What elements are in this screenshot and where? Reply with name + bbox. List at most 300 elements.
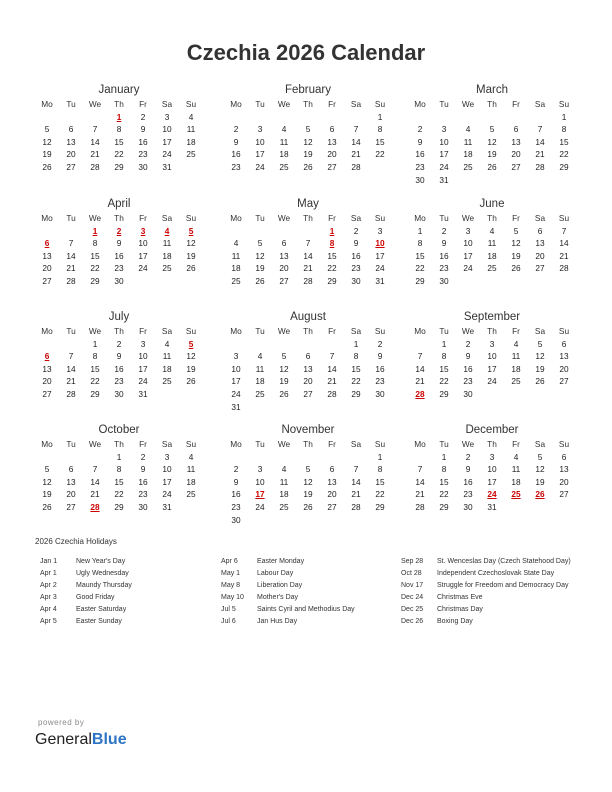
holiday-name: Saints Cyril and Methodius Day bbox=[257, 606, 355, 613]
month-1 bbox=[224, 83, 392, 174]
day-cell: 15 bbox=[439, 363, 449, 374]
empty-cell bbox=[320, 338, 344, 351]
day-grid bbox=[224, 212, 392, 288]
month-name: August bbox=[290, 311, 326, 323]
empty-cell bbox=[248, 225, 272, 238]
day-cell: 22 bbox=[375, 149, 385, 160]
weekday-header: Tu bbox=[255, 326, 265, 336]
day-cell: 27 bbox=[42, 275, 52, 286]
day-cell: 9 bbox=[233, 476, 239, 487]
day-cell: 28 bbox=[327, 388, 337, 399]
weekday-header: Fr bbox=[139, 326, 147, 336]
day-cell: 5 bbox=[305, 124, 311, 135]
day-cell: 1 bbox=[417, 225, 423, 236]
day-cell: 5 bbox=[44, 124, 50, 135]
holiday-date: Jul 5 bbox=[221, 606, 236, 613]
day-cell: 2 bbox=[417, 124, 423, 135]
day-cell: 2 bbox=[441, 225, 447, 236]
day-cell: 11 bbox=[231, 250, 241, 261]
day-cell: 28 bbox=[66, 388, 76, 399]
weekday-header: Th bbox=[303, 99, 313, 109]
day-cell: 30 bbox=[138, 161, 148, 172]
day-cell: 15 bbox=[559, 136, 569, 147]
day-cell: 16 bbox=[114, 250, 124, 261]
day-cell: 21 bbox=[90, 149, 100, 160]
day-cell: 2 bbox=[465, 451, 471, 462]
holiday-date: May 10 bbox=[221, 594, 244, 601]
weekday-header: Su bbox=[185, 439, 197, 449]
holiday-date: Dec 26 bbox=[401, 618, 424, 625]
day-cell: 1 bbox=[92, 338, 98, 349]
day-cell: 25 bbox=[463, 161, 473, 172]
day-cell: 10 bbox=[138, 351, 148, 362]
weekday-header: Su bbox=[374, 326, 386, 336]
holiday-day: 4 bbox=[164, 225, 170, 236]
day-cell: 6 bbox=[68, 124, 74, 135]
day-cell: 21 bbox=[535, 149, 545, 160]
weekday-header: Mo bbox=[230, 326, 242, 336]
holiday-day: 8 bbox=[329, 238, 335, 249]
day-cell: 16 bbox=[463, 476, 473, 487]
day-cell: 28 bbox=[90, 161, 100, 172]
day-cell: 29 bbox=[90, 275, 100, 286]
holiday-name: Independent Czechoslovak State Day bbox=[437, 570, 555, 577]
day-cell: 7 bbox=[68, 238, 74, 249]
day-cell: 3 bbox=[233, 351, 239, 362]
day-cell: 11 bbox=[279, 476, 289, 487]
day-cell: 10 bbox=[162, 464, 172, 475]
empty-cell bbox=[59, 338, 83, 351]
day-cell: 22 bbox=[90, 263, 100, 274]
day-cell: 4 bbox=[513, 338, 519, 349]
day-cell: 17 bbox=[439, 149, 449, 160]
weekday-header: Th bbox=[487, 99, 497, 109]
holiday-day: 28 bbox=[415, 388, 425, 399]
weekday-header: We bbox=[88, 213, 102, 223]
weekday-header: Fr bbox=[328, 99, 336, 109]
brand-logo[interactable] bbox=[35, 731, 127, 749]
day-cell: 21 bbox=[66, 376, 76, 387]
day-cell: 12 bbox=[279, 363, 289, 374]
weekday-header: Th bbox=[487, 326, 497, 336]
month-name: June bbox=[479, 198, 505, 210]
day-cell: 27 bbox=[42, 388, 52, 399]
day-cell: 9 bbox=[377, 351, 383, 362]
day-cell: 7 bbox=[329, 351, 335, 362]
day-cell: 25 bbox=[186, 149, 196, 160]
day-cell: 11 bbox=[511, 351, 521, 362]
empty-cell bbox=[272, 111, 296, 124]
day-cell: 27 bbox=[66, 501, 76, 512]
holiday-name: Ugly Wednesday bbox=[76, 570, 129, 577]
weekday-header: Fr bbox=[139, 99, 147, 109]
day-cell: 20 bbox=[42, 376, 52, 387]
day-cell: 29 bbox=[351, 388, 361, 399]
month-2 bbox=[408, 83, 576, 186]
day-cell: 13 bbox=[511, 136, 521, 147]
holiday-item bbox=[401, 580, 571, 592]
holiday-item bbox=[40, 568, 210, 580]
day-cell: 5 bbox=[305, 464, 311, 475]
weekday-header: Mo bbox=[41, 439, 53, 449]
day-cell: 12 bbox=[42, 136, 52, 147]
day-cell: 4 bbox=[233, 238, 239, 249]
holiday-name: Liberation Day bbox=[257, 582, 303, 589]
day-cell: 15 bbox=[415, 250, 425, 261]
weekday-header: Tu bbox=[66, 326, 76, 336]
day-cell: 13 bbox=[559, 351, 569, 362]
day-cell: 29 bbox=[439, 388, 449, 399]
day-cell: 26 bbox=[42, 161, 52, 172]
empty-cell bbox=[35, 111, 59, 124]
weekday-header: We bbox=[277, 439, 291, 449]
day-cell: 2 bbox=[116, 338, 122, 349]
weekday-header: Mo bbox=[230, 99, 242, 109]
day-cell: 20 bbox=[279, 263, 289, 274]
day-cell: 14 bbox=[535, 136, 545, 147]
day-cell: 21 bbox=[559, 250, 569, 261]
empty-cell bbox=[296, 111, 320, 124]
holiday-column bbox=[401, 556, 571, 628]
day-cell: 13 bbox=[42, 250, 52, 261]
weekday-header: Mo bbox=[414, 213, 426, 223]
day-cell: 23 bbox=[231, 501, 241, 512]
weekday-header: Tu bbox=[439, 213, 449, 223]
day-cell: 12 bbox=[535, 464, 545, 475]
day-cell: 11 bbox=[162, 238, 172, 249]
holiday-date: Nov 17 bbox=[401, 582, 424, 589]
day-cell: 18 bbox=[162, 250, 172, 261]
month-name: April bbox=[107, 198, 131, 210]
weekday-header: Th bbox=[487, 213, 497, 223]
holiday-name: Jan Hus Day bbox=[257, 618, 298, 625]
day-cell: 30 bbox=[463, 501, 473, 512]
holiday-date: Apr 5 bbox=[40, 618, 57, 625]
day-cell: 1 bbox=[441, 338, 447, 349]
weekday-header: Th bbox=[303, 439, 313, 449]
day-cell: 31 bbox=[138, 388, 148, 399]
day-cell: 29 bbox=[327, 275, 337, 286]
holiday-day: 5 bbox=[188, 338, 194, 349]
day-cell: 26 bbox=[303, 161, 313, 172]
weekday-header: Sa bbox=[350, 439, 362, 449]
weekday-header: Tu bbox=[439, 439, 449, 449]
day-cell: 7 bbox=[561, 225, 567, 236]
day-cell: 19 bbox=[186, 250, 196, 261]
day-cell: 10 bbox=[487, 351, 497, 362]
day-cell: 8 bbox=[92, 238, 98, 249]
month-name: May bbox=[297, 198, 319, 210]
day-cell: 9 bbox=[353, 238, 359, 249]
weekday-header: Fr bbox=[512, 213, 520, 223]
day-cell: 15 bbox=[327, 250, 337, 261]
holidays-title: 2026 Czechia Holidays bbox=[35, 537, 117, 546]
empty-cell bbox=[456, 111, 480, 124]
day-cell: 23 bbox=[138, 149, 148, 160]
day-cell: 29 bbox=[559, 161, 569, 172]
weekday-header: Sa bbox=[534, 99, 546, 109]
weekday-header: Su bbox=[374, 99, 386, 109]
day-cell: 20 bbox=[66, 149, 76, 160]
day-cell: 2 bbox=[377, 338, 383, 349]
day-cell: 25 bbox=[162, 376, 172, 387]
day-cell: 8 bbox=[377, 124, 383, 135]
day-cell: 25 bbox=[279, 161, 289, 172]
day-cell: 21 bbox=[90, 489, 100, 500]
day-cell: 23 bbox=[375, 376, 385, 387]
day-grid bbox=[35, 98, 203, 174]
day-cell: 23 bbox=[439, 263, 449, 274]
weekday-header: Sa bbox=[350, 326, 362, 336]
day-cell: 14 bbox=[66, 250, 76, 261]
day-cell: 8 bbox=[561, 124, 567, 135]
holiday-column bbox=[221, 556, 391, 628]
day-cell: 12 bbox=[255, 250, 265, 261]
day-cell: 15 bbox=[114, 136, 124, 147]
day-cell: 18 bbox=[279, 489, 289, 500]
holiday-day: 5 bbox=[188, 225, 194, 236]
weekday-header: Su bbox=[558, 213, 570, 223]
holiday-item bbox=[40, 616, 210, 628]
month-7 bbox=[224, 310, 392, 413]
day-cell: 18 bbox=[186, 476, 196, 487]
day-cell: 15 bbox=[114, 476, 124, 487]
day-cell: 23 bbox=[231, 161, 241, 172]
holiday-day: 28 bbox=[90, 501, 100, 512]
day-cell: 13 bbox=[66, 136, 76, 147]
day-cell: 1 bbox=[561, 111, 567, 122]
day-cell: 9 bbox=[465, 351, 471, 362]
day-cell: 27 bbox=[511, 161, 521, 172]
day-cell: 19 bbox=[255, 263, 265, 274]
weekday-header: Fr bbox=[139, 213, 147, 223]
day-cell: 28 bbox=[66, 275, 76, 286]
day-cell: 23 bbox=[463, 376, 473, 387]
holiday-day: 6 bbox=[44, 238, 50, 249]
day-cell: 21 bbox=[303, 263, 313, 274]
empty-cell bbox=[432, 111, 456, 124]
weekday-header: Su bbox=[374, 213, 386, 223]
day-grid bbox=[35, 438, 203, 514]
empty-cell bbox=[504, 111, 528, 124]
day-cell: 14 bbox=[327, 363, 337, 374]
day-cell: 28 bbox=[559, 263, 569, 274]
day-cell: 18 bbox=[255, 376, 265, 387]
holiday-day: 1 bbox=[329, 225, 335, 236]
day-cell: 3 bbox=[377, 225, 383, 236]
day-cell: 20 bbox=[511, 149, 521, 160]
day-cell: 17 bbox=[138, 363, 148, 374]
holiday-name: Easter Sunday bbox=[76, 618, 122, 625]
day-cell: 26 bbox=[186, 376, 196, 387]
holiday-date: Jul 6 bbox=[221, 618, 236, 625]
day-cell: 31 bbox=[439, 174, 449, 185]
day-cell: 14 bbox=[415, 476, 425, 487]
day-cell: 19 bbox=[186, 363, 196, 374]
day-cell: 7 bbox=[417, 351, 423, 362]
day-cell: 24 bbox=[255, 501, 265, 512]
weekday-header: Mo bbox=[414, 439, 426, 449]
day-cell: 13 bbox=[327, 476, 337, 487]
day-cell: 19 bbox=[42, 489, 52, 500]
day-cell: 22 bbox=[439, 489, 449, 500]
day-cell: 9 bbox=[140, 464, 146, 475]
day-cell: 30 bbox=[463, 388, 473, 399]
holiday-item bbox=[221, 556, 391, 568]
day-cell: 9 bbox=[233, 136, 239, 147]
day-cell: 11 bbox=[186, 124, 196, 135]
holiday-name: Good Friday bbox=[76, 594, 115, 601]
day-cell: 1 bbox=[116, 451, 122, 462]
day-cell: 17 bbox=[375, 250, 385, 261]
day-cell: 8 bbox=[441, 464, 447, 475]
weekday-header: Su bbox=[558, 326, 570, 336]
day-cell: 6 bbox=[537, 225, 543, 236]
day-cell: 7 bbox=[417, 464, 423, 475]
day-cell: 25 bbox=[279, 501, 289, 512]
weekday-header: Mo bbox=[414, 99, 426, 109]
month-0 bbox=[35, 83, 203, 174]
day-cell: 8 bbox=[377, 464, 383, 475]
weekday-header: Sa bbox=[534, 213, 546, 223]
empty-cell bbox=[480, 111, 504, 124]
empty-cell bbox=[224, 338, 248, 351]
page-title: Czechia 2026 Calendar bbox=[186, 40, 426, 65]
day-cell: 27 bbox=[279, 275, 289, 286]
day-cell: 26 bbox=[255, 275, 265, 286]
day-cell: 9 bbox=[465, 464, 471, 475]
month-8 bbox=[408, 310, 576, 401]
holiday-item bbox=[221, 568, 391, 580]
day-cell: 7 bbox=[353, 124, 359, 135]
day-cell: 14 bbox=[415, 363, 425, 374]
day-cell: 17 bbox=[255, 149, 265, 160]
day-cell: 8 bbox=[116, 124, 122, 135]
empty-cell bbox=[248, 451, 272, 464]
month-name: October bbox=[98, 424, 140, 436]
month-name: February bbox=[284, 84, 332, 96]
weekday-header: Sa bbox=[161, 213, 173, 223]
day-cell: 4 bbox=[489, 225, 495, 236]
day-cell: 5 bbox=[537, 338, 543, 349]
day-cell: 25 bbox=[162, 263, 172, 274]
day-cell: 23 bbox=[138, 489, 148, 500]
day-cell: 15 bbox=[375, 476, 385, 487]
day-cell: 8 bbox=[417, 238, 423, 249]
empty-cell bbox=[528, 111, 552, 124]
holiday-date: Oct 28 bbox=[401, 570, 422, 577]
day-cell: 29 bbox=[90, 388, 100, 399]
day-cell: 3 bbox=[164, 111, 170, 122]
holiday-item bbox=[401, 568, 571, 580]
day-cell: 2 bbox=[465, 338, 471, 349]
day-cell: 11 bbox=[162, 351, 172, 362]
day-cell: 6 bbox=[513, 124, 519, 135]
day-cell: 5 bbox=[257, 238, 263, 249]
holiday-date: May 8 bbox=[221, 582, 241, 589]
day-cell: 11 bbox=[487, 238, 497, 249]
day-cell: 28 bbox=[303, 275, 313, 286]
day-cell: 1 bbox=[441, 451, 447, 462]
month-11 bbox=[408, 423, 576, 514]
empty-cell bbox=[35, 338, 59, 351]
weekday-header: Sa bbox=[534, 439, 546, 449]
day-cell: 29 bbox=[114, 501, 124, 512]
day-grid bbox=[224, 438, 392, 526]
day-cell: 3 bbox=[257, 464, 263, 475]
day-grid bbox=[35, 212, 203, 288]
holiday-day: 17 bbox=[255, 489, 265, 500]
day-cell: 12 bbox=[42, 476, 52, 487]
day-cell: 20 bbox=[327, 489, 337, 500]
day-cell: 21 bbox=[415, 489, 425, 500]
day-cell: 24 bbox=[255, 161, 265, 172]
day-cell: 8 bbox=[441, 351, 447, 362]
day-cell: 7 bbox=[92, 464, 98, 475]
holiday-day: 10 bbox=[375, 238, 385, 249]
weekday-header: We bbox=[277, 99, 291, 109]
weekday-header: Th bbox=[114, 213, 124, 223]
day-cell: 4 bbox=[465, 124, 471, 135]
day-cell: 16 bbox=[463, 363, 473, 374]
day-cell: 27 bbox=[559, 376, 569, 387]
day-cell: 19 bbox=[535, 363, 545, 374]
day-cell: 24 bbox=[138, 376, 148, 387]
day-cell: 2 bbox=[140, 111, 146, 122]
day-cell: 9 bbox=[116, 351, 122, 362]
day-cell: 27 bbox=[327, 501, 337, 512]
day-cell: 24 bbox=[463, 263, 473, 274]
weekday-header: Fr bbox=[512, 99, 520, 109]
day-cell: 29 bbox=[114, 161, 124, 172]
day-cell: 27 bbox=[559, 489, 569, 500]
day-cell: 7 bbox=[537, 124, 543, 135]
day-cell: 19 bbox=[279, 376, 289, 387]
empty-cell bbox=[83, 111, 107, 124]
day-cell: 20 bbox=[303, 376, 313, 387]
empty-cell bbox=[344, 111, 368, 124]
day-cell: 14 bbox=[559, 238, 569, 249]
weekday-header: We bbox=[88, 99, 102, 109]
day-cell: 4 bbox=[188, 451, 194, 462]
empty-cell bbox=[224, 225, 248, 238]
weekday-header: We bbox=[277, 326, 291, 336]
weekday-header: Tu bbox=[255, 99, 265, 109]
day-cell: 12 bbox=[487, 136, 497, 147]
day-cell: 31 bbox=[375, 275, 385, 286]
day-cell: 6 bbox=[281, 238, 287, 249]
holiday-name: Christmas Day bbox=[437, 606, 483, 613]
day-cell: 4 bbox=[281, 464, 287, 475]
day-cell: 10 bbox=[255, 136, 265, 147]
weekday-header: Su bbox=[374, 439, 386, 449]
weekday-header: Tu bbox=[255, 213, 265, 223]
holiday-day: 26 bbox=[535, 489, 545, 500]
day-cell: 12 bbox=[303, 136, 313, 147]
day-cell: 10 bbox=[439, 136, 449, 147]
empty-cell bbox=[35, 451, 59, 464]
day-grid bbox=[35, 325, 203, 401]
month-name: July bbox=[108, 311, 130, 323]
day-cell: 17 bbox=[162, 136, 172, 147]
holiday-date: Apr 3 bbox=[40, 594, 57, 601]
day-cell: 30 bbox=[351, 275, 361, 286]
month-3 bbox=[35, 197, 203, 288]
weekday-header: Tu bbox=[66, 99, 76, 109]
day-cell: 11 bbox=[186, 464, 196, 475]
holiday-date: May 1 bbox=[221, 570, 241, 577]
day-cell: 22 bbox=[375, 489, 385, 500]
